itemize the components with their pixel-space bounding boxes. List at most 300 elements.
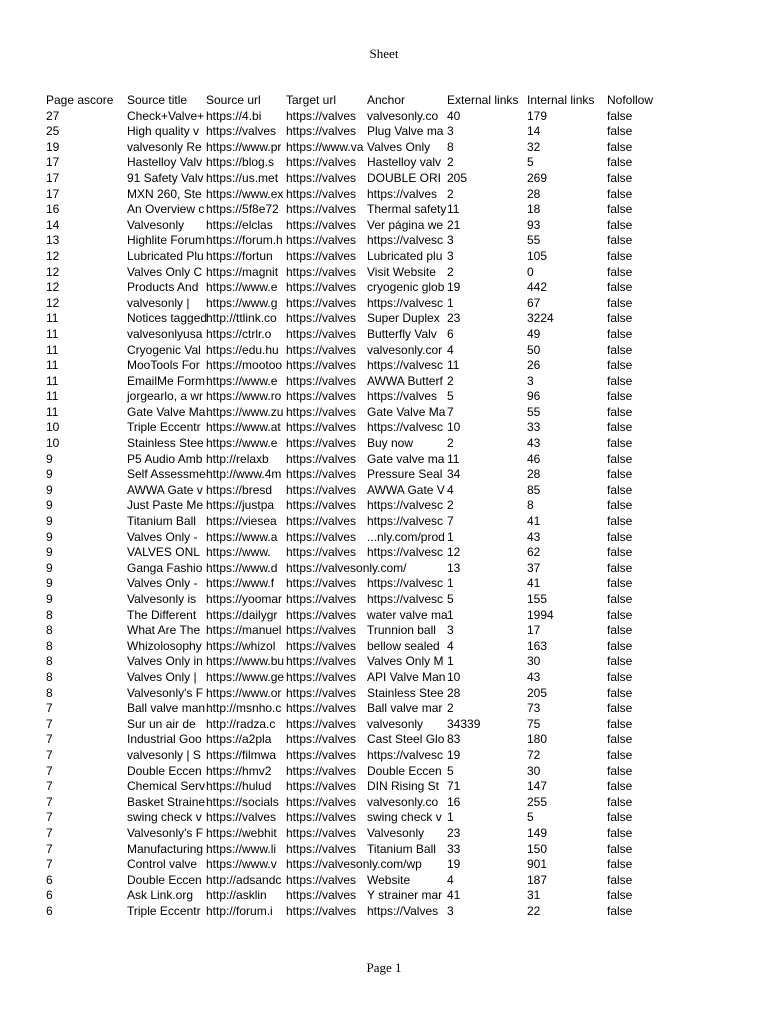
header-anchor: Anchor [367,93,406,107]
cell-internal-links: 901 [527,857,548,872]
cell-anchor: valvesonly [367,716,424,731]
cell-anchor: Plug Valve ma [367,124,444,139]
cell-page-ascore: 11 [46,404,59,419]
cell-internal-links: 17 [527,623,541,638]
cell-anchor: https://valvesc [367,233,444,248]
cell-target-url: https://valves [286,389,357,404]
cell-source-url: https://www.zu [206,404,284,419]
cell-anchor: cryogenic glob [367,280,445,295]
cell-external-links: 1 [447,810,454,825]
cell-nofollow: false [607,669,633,684]
cell-anchor: Y strainer mar [367,888,443,903]
cell-target-url: https://valves [286,436,357,451]
cell-source-title: valvesonly Re [127,139,202,154]
cell-nofollow: false [607,825,633,840]
cell-source-title: Valvesonly's F [127,825,204,840]
cell-anchor: Ver página we [367,217,444,232]
cell-external-links: 3 [447,248,454,263]
cell-target-url: https://valves [286,763,357,778]
cell-source-title: valvesonly | [127,295,190,310]
cell-anchor: https://valvesc [367,358,444,373]
cell-internal-links: 75 [527,716,541,731]
cell-source-url: https://www. [206,545,271,560]
cell-external-links: 33 [447,841,461,856]
cell-target-url: https://valvesonly.com/ [286,560,407,575]
cell-page-ascore: 7 [46,763,53,778]
cell-internal-links: 43 [527,669,541,684]
cell-anchor: https://valves [367,186,438,201]
cell-source-title: AWWA Gate v [127,482,203,497]
cell-anchor: Thermal safety [367,202,447,217]
cell-target-url: https://valves [286,295,357,310]
cell-internal-links: 5 [527,810,534,825]
cell-nofollow: false [607,311,633,326]
cell-nofollow: false [607,124,633,139]
cell-page-ascore: 12 [46,248,60,263]
cell-source-url: https://webhit [206,825,277,840]
cell-target-url: https://valves [286,264,357,279]
cell-source-title: Triple Eccentr [127,903,201,918]
cell-page-ascore: 12 [46,280,60,295]
cell-external-links: 11 [447,358,460,373]
cell-page-ascore: 9 [46,576,53,591]
cell-target-url: https://valves [286,779,357,794]
header-internal-links: Internal links [527,93,595,107]
cell-anchor: Gate Valve Ma [367,404,446,419]
cell-internal-links: 30 [527,763,541,778]
cell-external-links: 7 [447,514,454,529]
cell-source-url: https://www.bu [206,654,285,669]
cell-source-title: Valvesonly is [127,592,197,606]
cell-anchor: Valves Only [367,139,431,154]
cell-external-links: 5 [447,592,454,606]
cell-page-ascore: 11 [46,342,59,357]
cell-nofollow: false [607,888,633,903]
cell-source-url: https://www.ge [206,669,285,684]
cell-external-links: 5 [447,389,454,404]
cell-source-url: https://filmwa [206,747,277,762]
cell-anchor: Cast Steel Glo [367,732,445,747]
cell-source-url: https://socials [206,794,279,809]
cell-external-links: 5 [447,763,454,778]
cell-external-links: 8 [447,139,454,154]
cell-external-links: 11 [447,202,460,217]
cell-page-ascore: 8 [46,654,53,669]
cell-anchor: Double Eccen [367,763,442,778]
cell-source-url: https://www.or [206,685,282,700]
cell-nofollow: false [607,264,633,279]
cell-internal-links: 155 [527,592,548,606]
cell-source-url: https://valves [206,124,277,139]
cell-anchor: https://valvesc [367,576,444,591]
cell-source-title: What Are The [127,623,201,638]
cell-internal-links: 41 [527,576,541,591]
cell-internal-links: 18 [527,202,541,217]
cell-page-ascore: 19 [46,139,60,154]
cell-source-url: https://www.pr [206,139,282,154]
cell-internal-links: 62 [527,545,541,560]
cell-internal-links: 41 [527,514,541,529]
cell-nofollow: false [607,436,633,451]
cell-target-url: https://valves [286,701,357,716]
cell-page-ascore: 8 [46,685,53,700]
cell-nofollow: false [607,514,633,529]
cell-internal-links: 5 [527,155,534,170]
cell-external-links: 4 [447,342,454,357]
cell-nofollow: false [607,903,633,918]
cell-source-url: https://www.e [206,280,278,295]
cell-source-title: 91 Safety Valv [127,170,204,185]
cell-source-url: https://fortun [206,248,273,263]
cell-target-url: https://valves [286,404,357,419]
cell-external-links: 205 [447,170,468,185]
cell-nofollow: false [607,202,633,217]
cell-target-url: https://valves [286,888,357,903]
cell-page-ascore: 7 [46,810,53,825]
cell-anchor: valvesonly.cor [367,342,443,357]
cell-external-links: 2 [447,155,454,170]
cell-source-url: http://radza.c [206,716,276,731]
cell-target-url: https://valves [286,654,357,669]
cell-target-url: https://valves [286,545,357,560]
cell-anchor: water valve ma [367,607,448,622]
cell-anchor: Trunnion ball [367,623,436,638]
cell-anchor: https://valvesc [367,514,444,529]
cell-source-url: http://msnho.c [206,701,282,716]
cell-target-url: https://valves [286,467,357,482]
cell-target-url: https://www.va [286,139,364,154]
cell-external-links: 41 [447,888,461,903]
cell-source-url: https://elclas [206,217,273,232]
cell-nofollow: false [607,685,633,700]
cell-page-ascore: 7 [46,716,53,731]
cell-target-url: https://valves [286,124,357,139]
cell-nofollow: false [607,529,633,544]
cell-anchor: Hastelloy valv [367,155,442,170]
cell-source-url: https://ctrlr.o [206,326,272,341]
cell-external-links: 2 [447,264,454,279]
cell-source-url: https://www.e [206,373,278,388]
cell-internal-links: 85 [527,482,541,497]
cell-page-ascore: 8 [46,669,53,684]
cell-page-ascore: 7 [46,779,53,794]
cell-anchor: Super Duplex [367,311,440,326]
cell-internal-links: 49 [527,326,541,341]
cell-source-url: https://www.a [206,529,278,544]
cell-internal-links: 93 [527,217,541,232]
cell-anchor: https://valvesc [367,498,444,513]
cell-internal-links: 30 [527,654,541,669]
cell-anchor: Lubricated plu [367,248,443,263]
cell-nofollow: false [607,248,633,263]
cell-page-ascore: 17 [46,155,60,170]
cell-source-title: Valves Only - [127,529,198,544]
cell-target-url: https://valves [286,810,357,825]
cell-external-links: 1 [447,607,454,622]
cell-page-ascore: 11 [46,389,59,404]
cell-source-title: Check+Valve+ [127,108,205,123]
cell-anchor: https://valvesc [367,420,444,435]
cell-source-url: https://mootoo [206,358,283,373]
cell-internal-links: 163 [527,638,548,653]
cell-internal-links: 105 [527,248,548,263]
cell-source-title: swing check v [127,810,202,825]
cell-page-ascore: 14 [46,217,60,232]
cell-page-ascore: 7 [46,857,53,872]
cell-external-links: 28 [447,685,461,700]
cell-source-url: https://www.ex [206,186,284,201]
cell-target-url: https://valves [286,747,357,762]
cell-page-ascore: 11 [46,326,59,341]
cell-target-url: https://valves [286,685,357,700]
cell-page-ascore: 7 [46,825,53,840]
cell-source-url: https://magnit [206,264,279,279]
cell-external-links: 1 [447,654,454,669]
cell-nofollow: false [607,155,633,170]
cell-nofollow: false [607,576,633,591]
cell-page-ascore: 7 [46,732,53,747]
cell-external-links: 40 [447,108,461,123]
cell-internal-links: 73 [527,701,541,716]
cell-anchor: AWWA Gate V [367,482,445,497]
cell-target-url: https://valves [286,482,357,497]
cell-target-url: https://valves [286,872,357,887]
cell-page-ascore: 9 [46,514,53,529]
cell-external-links: 19 [447,280,461,295]
cell-source-title: P5 Audio Amb [127,451,203,466]
cell-internal-links: 72 [527,747,541,762]
cell-source-title: Whizolosophy [127,638,202,653]
cell-source-title: Industrial Goo [127,732,202,747]
cell-source-url: http://relaxb [206,451,269,466]
cell-source-url: http://asklin [206,888,267,903]
cell-nofollow: false [607,545,633,560]
cell-page-ascore: 9 [46,498,53,513]
cell-source-url: https://5f8e72 [206,202,279,217]
cell-source-title: MooTools For [127,358,200,373]
cell-target-url: https://valves [286,108,357,123]
cell-nofollow: false [607,186,633,201]
cell-target-url: https://valves [286,233,357,248]
cell-source-url: https://blog.s [206,155,275,170]
cell-source-title: Ganga Fashio [127,560,203,575]
cell-source-title: Ball valve man [127,701,206,716]
cell-page-ascore: 7 [46,841,53,856]
cell-internal-links: 32 [527,139,541,154]
cell-external-links: 6 [447,326,454,341]
cell-external-links: 4 [447,482,454,497]
cell-nofollow: false [607,420,633,435]
cell-source-title: Chemical Serv [127,779,206,794]
cell-internal-links: 8 [527,498,534,513]
cell-source-url: http://ttlink.co [206,311,277,326]
cell-target-url: https://valves [286,841,357,856]
cell-external-links: 4 [447,872,454,887]
cell-source-title: Products And [127,280,199,295]
cell-page-ascore: 25 [46,124,60,139]
cell-source-title: Self Assessme [127,467,206,482]
cell-anchor: Gate valve ma [367,451,445,466]
cell-source-title: Valves Only - [127,576,198,591]
cell-source-title: Highlite Forum [127,233,206,248]
cell-internal-links: 179 [527,108,548,123]
cell-nofollow: false [607,342,633,357]
header-external-links: External links [447,93,519,107]
cell-anchor: DOUBLE ORI [367,170,442,185]
cell-internal-links: 150 [527,841,548,856]
cell-external-links: 19 [447,857,461,872]
cell-source-title: Control valve [127,857,198,872]
cell-source-url: https://viesea [206,514,277,529]
cell-page-ascore: 9 [46,451,53,466]
cell-source-url: https://www.e [206,436,278,451]
cell-source-url: http://forum.i [206,903,273,918]
cell-external-links: 19 [447,747,461,762]
cell-page-ascore: 16 [46,202,60,217]
cell-source-title: Ask Link.org [127,888,194,903]
cell-internal-links: 149 [527,825,548,840]
cell-target-url: https://valves [286,716,357,731]
cell-anchor: https://valvesc [367,592,444,606]
header-nofollow: Nofollow [607,93,654,107]
cell-page-ascore: 9 [46,482,53,497]
cell-nofollow: false [607,560,633,575]
cell-target-url: https://valves [286,529,357,544]
cell-internal-links: 55 [527,404,541,419]
cell-internal-links: 269 [527,170,548,185]
cell-source-url: http://adsandc [206,872,282,887]
cell-nofollow: false [607,810,633,825]
cell-source-title: Double Eccen [127,872,202,887]
cell-anchor: Website [367,872,411,887]
cell-target-url: https://valves [286,248,357,263]
cell-source-title: valvesonly | S [127,747,201,762]
cell-source-url: https://yoomar [206,592,283,606]
cell-internal-links: 96 [527,389,541,404]
cell-external-links: 2 [447,186,454,201]
cell-anchor: https://valves [367,389,438,404]
cell-source-url: https://edu.hu [206,342,279,357]
cell-external-links: 16 [447,794,461,809]
cell-internal-links: 37 [527,560,541,575]
cell-internal-links: 26 [527,358,541,373]
cell-internal-links: 33 [527,420,541,435]
cell-nofollow: false [607,389,633,404]
cell-page-ascore: 12 [46,295,60,310]
cell-nofollow: false [607,451,633,466]
cell-target-url: https://valves [286,186,357,201]
cell-page-ascore: 6 [46,872,53,887]
cell-nofollow: false [607,170,633,185]
cell-source-title: jorgearlo, a wr [127,389,204,404]
cell-nofollow: false [607,841,633,856]
cell-external-links: 1 [447,529,454,544]
cell-anchor: swing check v [367,810,442,825]
cell-target-url: https://valvesonly.com/wp [286,857,422,872]
cell-external-links: 23 [447,311,461,326]
cell-external-links: 1 [447,576,454,591]
cell-anchor: https://valvesc [367,295,444,310]
cell-target-url: https://valves [286,420,357,435]
cell-internal-links: 1994 [527,607,554,622]
cell-source-url: https://us.met [206,170,279,185]
cell-target-url: https://valves [286,592,357,606]
cell-internal-links: 147 [527,779,548,794]
cell-external-links: 10 [447,420,461,435]
cell-source-url: https://www.ro [206,389,282,404]
cell-anchor: https://valvesc [367,545,444,560]
cell-internal-links: 205 [527,685,548,700]
cell-source-title: Basket Straine [127,794,206,809]
cell-target-url: https://valves [286,576,357,591]
cell-source-title: Hastelloy Valv [127,155,203,170]
page-number: Page 1 [366,960,402,975]
cell-source-url: http://www.4m [206,467,282,482]
cell-target-url: https://valves [286,903,357,918]
cell-page-ascore: 7 [46,794,53,809]
cell-nofollow: false [607,794,633,809]
cell-nofollow: false [607,716,633,731]
cell-nofollow: false [607,358,633,373]
cell-anchor: Butterfly Valv [367,326,437,341]
cell-internal-links: 55 [527,233,541,248]
cell-target-url: https://valves [286,732,357,747]
cell-target-url: https://valves [286,669,357,684]
cell-nofollow: false [607,280,633,295]
cell-anchor: Visit Website [367,264,436,279]
cell-nofollow: false [607,326,633,341]
cell-anchor: Valvesonly [367,825,425,840]
cell-nofollow: false [607,623,633,638]
cell-source-title: The Different [127,607,197,622]
cell-source-url: https://justpa [206,498,275,513]
cell-target-url: https://valves [286,280,357,295]
cell-target-url: https://valves [286,342,357,357]
cell-page-ascore: 17 [46,170,60,185]
cell-internal-links: 67 [527,295,541,310]
cell-external-links: 12 [447,545,461,560]
cell-source-url: https://forum.h [206,233,283,248]
cell-external-links: 3 [447,233,454,248]
cell-nofollow: false [607,592,633,606]
cell-anchor: https://valvesc [367,747,444,762]
cell-internal-links: 442 [527,280,548,295]
cell-target-url: https://valves [286,155,357,170]
cell-page-ascore: 10 [46,420,60,435]
cell-source-url: https://4.bi [206,108,262,123]
cell-anchor: https://Valves [367,903,439,918]
cell-page-ascore: 9 [46,467,53,482]
cell-source-title: Triple Eccentr [127,420,201,435]
cell-page-ascore: 11 [46,373,59,388]
cell-anchor: Titanium Ball [367,841,436,856]
cell-anchor: Ball valve mar [367,701,443,716]
cell-anchor: Pressure Seal [367,467,443,482]
cell-external-links: 2 [447,373,454,388]
cell-source-title: Valves Only | [127,669,197,684]
cell-page-ascore: 7 [46,747,53,762]
cell-anchor: AWWA Butterf [367,373,443,388]
cell-internal-links: 14 [527,124,541,139]
cell-anchor: bellow sealed [367,638,440,653]
cell-page-ascore: 8 [46,623,53,638]
cell-internal-links: 187 [527,872,548,887]
cell-external-links: 13 [447,560,461,575]
cell-internal-links: 31 [527,888,541,903]
cell-page-ascore: 8 [46,607,53,622]
cell-source-title: Valves Only C [127,264,203,279]
cell-anchor: valvesonly.co [367,108,439,123]
